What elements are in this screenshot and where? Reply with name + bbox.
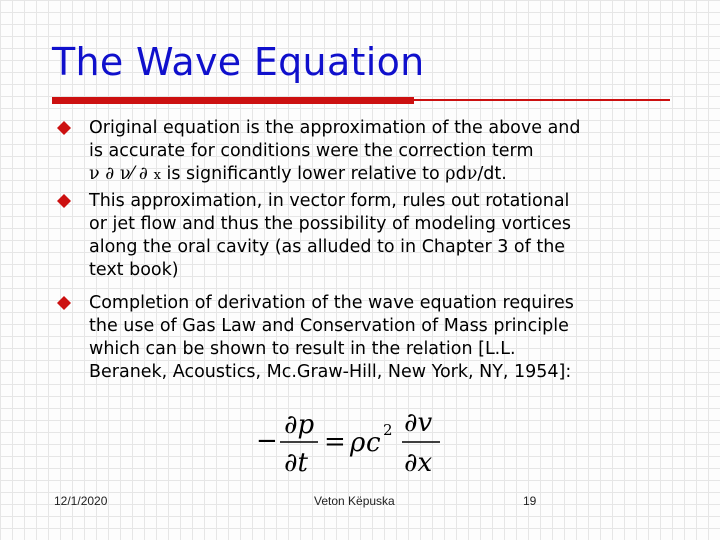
formula-rhs-denominator: ∂x	[404, 448, 433, 478]
bullet-3-text	[89, 292, 679, 384]
formula-lhs-denominator: ∂t	[284, 448, 308, 478]
slide-title: The Wave Equation	[52, 40, 425, 84]
bullet-2-line-4: text book)	[89, 260, 179, 280]
formula-rho: ρ	[350, 428, 366, 458]
footer-date: 12/1/2020	[54, 494, 108, 508]
bullet-1-text	[89, 117, 679, 187]
formula-equals: =	[324, 427, 346, 457]
bullet-3-line-4: Beranek, Acoustics, Mc.Graw-Hill, New York, NY, 1954]:	[89, 362, 572, 382]
title-underline-thick	[52, 97, 414, 104]
bullet-3-line-1: Completion of derivation of the wave equation requires	[89, 293, 574, 313]
bullet-2-line-1: This approximation, in vector form, rules out rotational	[89, 191, 570, 211]
formula-lhs-numerator: ∂p	[284, 410, 315, 440]
bullet-3-line-3: which can be shown to result in the relation [L.L.	[89, 339, 516, 359]
term-x: x	[153, 168, 161, 183]
wave-equation-formula	[250, 405, 450, 481]
bullet-3-line-2: the use of Gas Law and Conservation of Mass principle	[89, 316, 569, 336]
formula-minus: −	[256, 426, 278, 456]
term-rho: ρ	[445, 164, 456, 184]
formula-exponent: 2	[383, 421, 393, 439]
term-d: d	[455, 164, 467, 184]
formula-rhs-numerator: ∂v	[404, 408, 433, 438]
bullet-2-line-2: or jet flow and thus the possibility of modeling vortices	[89, 214, 572, 234]
line-3-text: is significantly lower relative to	[160, 164, 446, 184]
bullet-2-line-3: along the oral cavity (as alluded to in Chapter 3 of the	[89, 237, 566, 257]
diamond-bullet-icon	[56, 120, 72, 136]
bullet-1-line-3	[89, 163, 679, 187]
bullet-1-line-2: is accurate for conditions were the correction term	[89, 141, 534, 161]
bullet-1-line-1: Original equation is the approximation of the above and	[89, 118, 581, 138]
diamond-bullet-icon	[56, 193, 72, 209]
term-nu-dnu: ν ∂ ν⁄ ∂	[89, 164, 148, 184]
formula-c: c	[366, 428, 381, 458]
bullet-2-text	[89, 190, 679, 282]
term-nu: ν	[466, 164, 478, 184]
footer-page-number: 19	[523, 494, 537, 508]
footer-author: Veton Këpuska	[314, 494, 395, 508]
title-underline-thin	[414, 99, 670, 101]
term-dt: /dt.	[477, 164, 507, 184]
diamond-bullet-icon	[56, 295, 72, 311]
